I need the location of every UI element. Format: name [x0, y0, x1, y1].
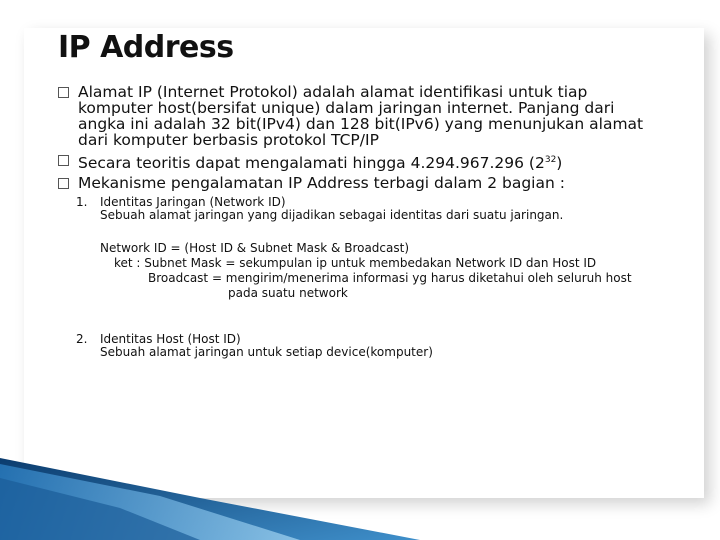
bullet-line: dari komputer berbasis protokol TCP/IP: [78, 131, 379, 149]
bullet-item: [58, 84, 698, 148]
bullet-item: [58, 175, 698, 191]
item-description: Sebuah alamat jaringan untuk setiap device(komputer): [100, 345, 433, 359]
broadcast-note: Broadcast = mengirim/menerima informasi yg harus diketahui oleh seluruh host: [148, 271, 632, 285]
decorative-swoosh: [0, 448, 520, 540]
bullet-line: angka ini adalah 32 bit(IPv4) dan 128 bit(IPv6) yang menunjukan alamat: [78, 115, 644, 133]
square-bullet-icon: [58, 155, 69, 166]
item-description: Sebuah alamat jaringan yang dijadikan sebagai identitas dari suatu jaringan.: [100, 208, 564, 222]
item-title: Identitas Host (Host ID): [100, 332, 241, 346]
item-number: 2.: [76, 332, 88, 346]
network-id-formula: Network ID = (Host ID & Subnet Mask & Broadcast): [100, 241, 410, 255]
bullet-text-end: ): [556, 154, 563, 173]
bullet-text: Mekanisme pengalamatan IP Address terbagi dalam 2 bagian :: [78, 174, 565, 193]
bullet-item: [58, 152, 698, 171]
superscript-exponent: 32: [544, 155, 557, 165]
bullet-list: [58, 84, 698, 195]
broadcast-note-cont: pada suatu network: [228, 286, 348, 300]
item-title: Identitas Jaringan (Network ID): [100, 195, 286, 209]
square-bullet-icon: [58, 178, 69, 189]
subnet-mask-note: ket : Subnet Mask = sekumpulan ip untuk membedakan Network ID dan Host ID: [114, 256, 597, 270]
bullet-line: komputer host(bersifat unique) dalam jaringan internet. Panjang dari: [78, 99, 615, 117]
slide-title: IP Address: [58, 30, 234, 65]
item-number: 1.: [76, 195, 88, 209]
square-bullet-icon: [58, 87, 69, 98]
bullet-text: Secara teoritis dapat mengalamati hingga 4.294.967.296 (2: [78, 154, 545, 173]
bullet-line: Alamat IP (Internet Protokol) adalah alamat identifikasi untuk tiap: [78, 83, 588, 101]
